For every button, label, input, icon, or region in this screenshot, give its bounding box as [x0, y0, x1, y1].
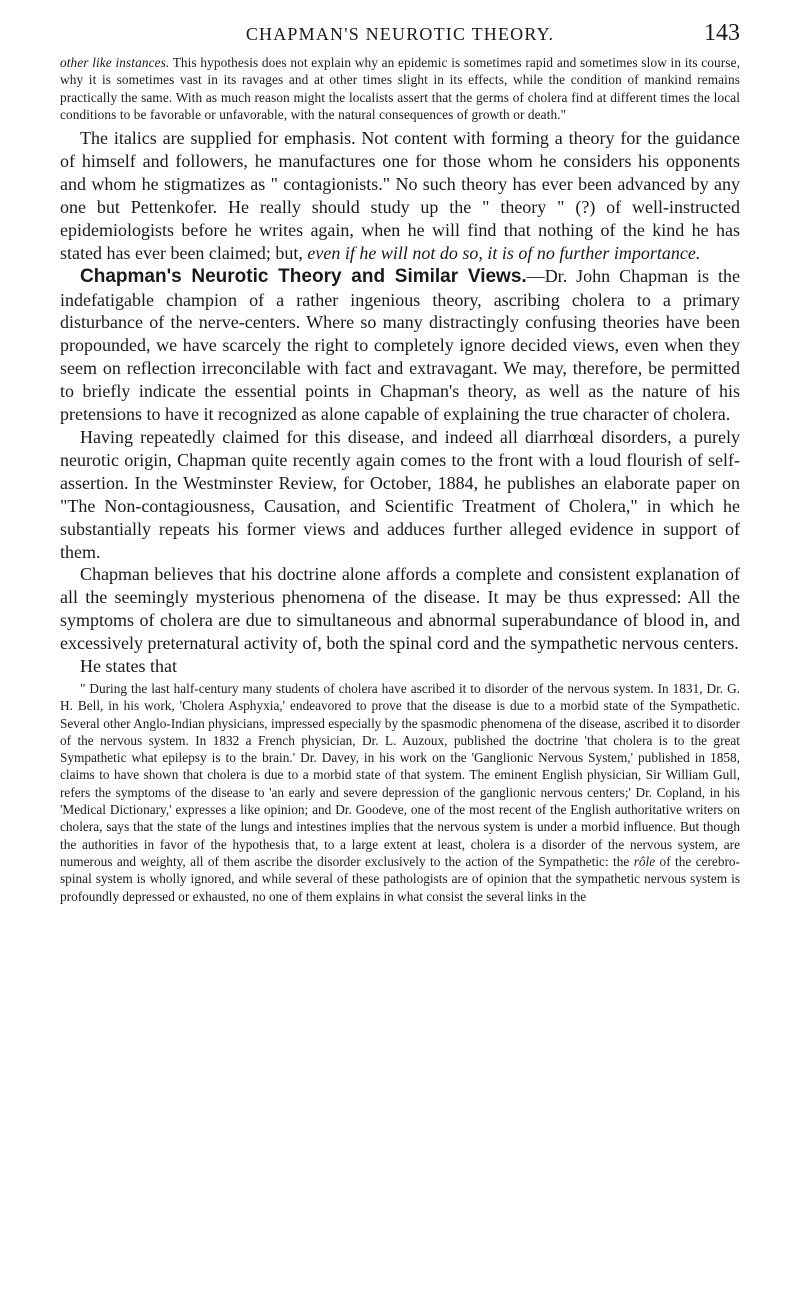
section-heading: Chapman's Neurotic Theory and Similar Views.: [80, 265, 527, 287]
running-head: [60, 18, 740, 54]
doctrine-paragraph: Chapman believes that his doctrine alone affords a complete and consistent explanation of all the seemingly mysterious phenomena of the disease. It may be thus expressed: All the symptoms of cholera are due to simultaneous and abnormal superabundance of blood in, and excessively preternatural activity of, both the spinal cord and the sympathetic nervous centers.: [60, 564, 740, 654]
opening-quote-paragraph: [60, 54, 740, 123]
claims-paragraph: Having repeatedly claimed for this disease, and indeed all diarrhœal disorders, a purely neurotic origin, Chapman quite recently again comes to the front with a loud flourish of self-assertion. In the Westminster Review, for October, 1884, he publishes an elaborate paper on "The Non-contagiousness, Causation, and Scientific Treatment of Cholera," in which he substantially repeats his former views and adduces further alleged evidence in support of them.: [60, 426, 740, 562]
block-quote-text-b: of the cerebro-spinal system is wholly ignored, and while several of these pathologists are of opinion that the sympathetic nervous system is profoundly depressed or exhausted, no one of them explains in what consist the several links in the: [60, 853, 740, 904]
italics-note-italic-tail: even if he will not do so, it is of no further importance.: [307, 242, 701, 263]
page-number: 143: [704, 20, 740, 46]
italics-note-paragraph: [60, 127, 740, 264]
block-quote: [60, 680, 740, 905]
section-text: —Dr. John Chapman is the indefatigable champion of a rather ingenious theory, ascribing cholera to a primary disturbance of the nerve-centers. Where so many distractingly confusing theories have been propounded, we have scarcely the right to completely ignore decided views, even when they seem on reflection irreconcilable with fact and extravagant. We may, therefore, be permitted to briefly indicate the essential points in Chapman's theory, as well as the nature of his pretensions to have it recognized as alone capable of explaining the true character of cholera.: [60, 265, 740, 425]
book-page: [60, 18, 740, 905]
block-quote-text-a: " During the last half-century many students of cholera have ascribed it to disorder of the nervous system. In 1831, Dr. G. H. Bell, in his work, 'Cholera Asphyxia,' endeavored to prove that the disease is due to a morbid state of the Sympathetic. Several other Anglo-Indian physicians, impressed especially by the spasmodic phenomena of the disease, ascribed it to disorder of the nervous system. In 1832 a French physician, Dr. L. Auzoux, published the doctrine 'that cholera is to the great Sympathetic what epilepsy is to the brain.' Dr. Davey, in his work on the 'Ganglionic Nervous System,' published in 1858, claims to have shown that cholera is due to a morbid state of that system. The eminent English physician, Sir William Gull, refers the symptoms of the disease to 'an early and severe depression of the ganglionic nervous centers;' Dr. Copland, in his 'Medical Dictionary,' expresses a like opinion; and Dr. Goodeve, one of the most recent of the English authoritative writers on cholera, says that the state of the lungs and intestines implies that the nervous system is under a morbid influence. But though the authorities in favor of the hypothesis that, to a large extent at least, cholera is a disorder of the nervous system, are numerous and weighty, all of them ascribe the disorder exclusively to the action of the Sympathetic: the: [60, 680, 740, 869]
block-quote-italic-role: rôle: [633, 853, 656, 869]
running-title: CHAPMAN'S NEUROTIC THEORY.: [245, 24, 555, 44]
italics-note-text: The italics are supplied for emphasis. Not content with forming a theory for the guidance of himself and followers, he manufactures one for those whom he considers his opponents and whom he stigmatizes as " contagionists." No such theory has ever been advanced by any one but Pettenkofer. He really should study up the " theory " (?) of well-instructed epidemiologists before he writes again, when he will find that nothing of the kind he has stated has ever been claimed; but,: [60, 128, 740, 263]
opening-quote-italic: other like instances.: [60, 55, 170, 70]
states-paragraph: He states that: [80, 656, 177, 677]
section-paragraph: [60, 265, 740, 426]
opening-quote-text: This hypothesis does not explain why an epidemic is sometimes rapid and sometimes slow in its course, why it is sometimes vast in its ravages and at other times slight in its effects, while the condition of mankind remains practically the same. With as much reason might the localists assert that the germs of cholera find at different times the local conditions to be favorable or unfavorable, with the natural consequences of growth or death.": [60, 55, 740, 122]
